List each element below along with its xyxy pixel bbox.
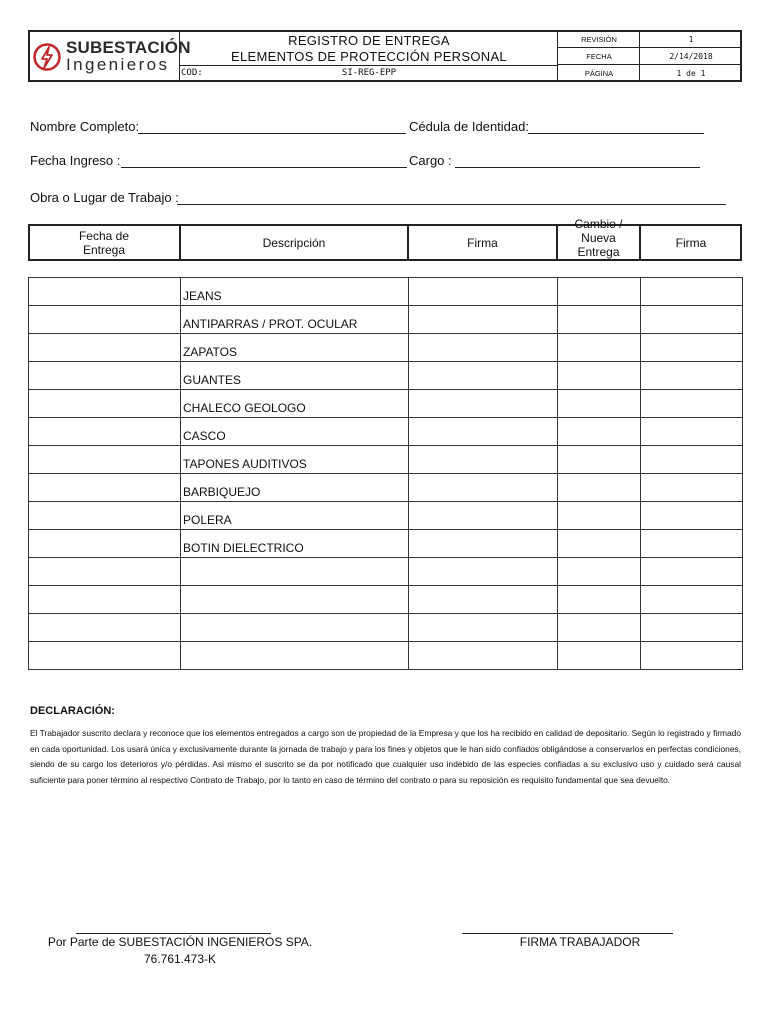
worker-signature-label: FIRMA TRABAJADOR (519, 935, 641, 949)
table-row (29, 390, 743, 418)
fecha-entrega-cell[interactable] (29, 278, 181, 306)
fecha-ingreso-field[interactable] (121, 167, 407, 168)
firma-2-cell[interactable] (641, 558, 743, 586)
descripcion-cell (181, 278, 409, 306)
firma-2-cell[interactable] (641, 306, 743, 334)
descripcion-cell (181, 390, 409, 418)
descripcion-cell (181, 586, 409, 614)
table-row (29, 474, 743, 502)
descripcion-cell (181, 530, 409, 558)
firma-2-cell[interactable] (641, 446, 743, 474)
fecha-entrega-cell[interactable] (29, 558, 181, 586)
firma-2-cell[interactable] (641, 586, 743, 614)
item-description: ANTIPARRAS / PROT. OCULAR (183, 317, 358, 331)
nombre-completo-label: Nombre Completo: (30, 119, 140, 134)
cargo-field[interactable] (455, 167, 700, 168)
descripcion-cell (181, 642, 409, 670)
firma-cell[interactable] (409, 278, 558, 306)
cambio-cell[interactable] (558, 586, 641, 614)
cargo-label: Cargo : (409, 153, 452, 168)
descripcion-cell (181, 474, 409, 502)
lightning-logo-icon (32, 38, 62, 76)
cambio-cell[interactable] (558, 306, 641, 334)
logo-name: SUBESTACIÓN (66, 38, 191, 57)
fecha-entrega-cell[interactable] (29, 306, 181, 334)
firma-cell[interactable] (409, 642, 558, 670)
table-row (29, 362, 743, 390)
document-subtitle: ELEMENTOS DE PROTECCIÓN PERSONAL (231, 49, 507, 64)
revision-value: 1 (688, 35, 694, 44)
header-cambio-l3: Entrega (577, 245, 620, 259)
cambio-cell[interactable] (558, 334, 641, 362)
header-cambio-nueva-entrega (557, 214, 640, 262)
pagina-label: PÁGINA (584, 69, 614, 78)
obra-field[interactable] (177, 204, 726, 205)
worker-signature-line[interactable] (462, 933, 673, 934)
fecha-entrega-cell[interactable] (29, 418, 181, 446)
header-divider (558, 47, 742, 48)
nombre-completo-field[interactable] (138, 133, 406, 134)
table-row (29, 446, 743, 474)
fecha-entrega-cell[interactable] (29, 586, 181, 614)
item-description: BARBIQUEJO (183, 485, 261, 499)
item-description: JEANS (183, 289, 222, 303)
firma-2-cell[interactable] (641, 474, 743, 502)
cambio-cell[interactable] (558, 446, 641, 474)
company-rut: 76.761.473-K (143, 952, 217, 966)
fecha-entrega-cell[interactable] (29, 334, 181, 362)
firma-cell[interactable] (409, 558, 558, 586)
descripcion-cell (181, 334, 409, 362)
descripcion-cell (181, 306, 409, 334)
company-signature-label: Por Parte de SUBESTACIÓN INGENIEROS SPA. (47, 935, 313, 949)
cambio-cell[interactable] (558, 418, 641, 446)
firma-2-cell[interactable] (641, 278, 743, 306)
header-fecha-entrega (28, 224, 180, 261)
fecha-label: FECHA (586, 52, 612, 61)
company-signature-line[interactable] (76, 933, 271, 934)
header-descripcion: Descripción (262, 235, 326, 250)
header-fecha-entrega-l1: Fecha de (78, 228, 130, 243)
table-row (29, 334, 743, 362)
descripcion-cell (181, 418, 409, 446)
table-row (29, 530, 743, 558)
cambio-cell[interactable] (558, 558, 641, 586)
cambio-cell[interactable] (558, 502, 641, 530)
cambio-cell[interactable] (558, 614, 641, 642)
firma-cell[interactable] (409, 530, 558, 558)
descripcion-cell (181, 446, 409, 474)
cedula-field[interactable] (528, 133, 704, 134)
item-description: BOTIN DIELECTRICO (183, 541, 304, 555)
cambio-cell[interactable] (558, 278, 641, 306)
revision-label: REVISIÓN (581, 35, 617, 44)
item-description: CASCO (183, 429, 226, 443)
header-firma-2: Firma (675, 235, 707, 250)
firma-2-cell[interactable] (641, 502, 743, 530)
firma-cell[interactable] (409, 390, 558, 418)
cod-value: SI-REG-EPP (341, 68, 397, 78)
pagina-value: 1 de 1 (676, 69, 706, 78)
cambio-cell[interactable] (558, 474, 641, 502)
items-table (28, 277, 743, 670)
fecha-value: 2/14/2018 (669, 52, 713, 61)
item-description (183, 667, 408, 669)
table-row (29, 586, 743, 614)
firma-2-cell[interactable] (641, 614, 743, 642)
firma-2-cell[interactable] (641, 334, 743, 362)
item-description: GUANTES (183, 373, 242, 387)
firma-cell[interactable] (409, 334, 558, 362)
fecha-entrega-cell[interactable] (29, 614, 181, 642)
obra-label: Obra o Lugar de Trabajo : (30, 190, 179, 205)
document-title: REGISTRO DE ENTREGA (288, 33, 450, 48)
table-row (29, 278, 743, 306)
cambio-cell[interactable] (558, 642, 641, 670)
firma-2-cell[interactable] (641, 530, 743, 558)
firma-2-cell[interactable] (641, 418, 743, 446)
firma-cell[interactable] (409, 502, 558, 530)
table-row (29, 558, 743, 586)
header-cambio-l1: Cambio / (574, 217, 623, 231)
table-row (29, 614, 743, 642)
descripcion-cell (181, 614, 409, 642)
item-description: TAPONES AUDITIVOS (183, 457, 307, 471)
firma-cell[interactable] (409, 418, 558, 446)
descripcion-cell (181, 362, 409, 390)
cambio-cell[interactable] (558, 362, 641, 390)
item-description: ZAPATOS (183, 345, 238, 359)
logo-subname: Ingenieros (66, 55, 170, 74)
item-description: CHALECO GEOLOGO (183, 401, 306, 415)
cambio-cell[interactable] (558, 390, 641, 418)
fecha-ingreso-label: Fecha Ingreso : (30, 153, 121, 168)
table-row (29, 642, 743, 670)
descripcion-cell (181, 502, 409, 530)
fecha-entrega-cell[interactable] (29, 502, 181, 530)
firma-2-cell[interactable] (641, 390, 743, 418)
firma-2-cell[interactable] (641, 642, 743, 670)
declaration-title: DECLARACIÓN: (30, 705, 115, 717)
firma-cell[interactable] (409, 614, 558, 642)
header-divider (180, 65, 558, 66)
cedula-label: Cédula de Identidad: (409, 119, 529, 134)
declaration-body: El Trabajador suscrito declara y reconoce que los elementos entregados a cargo son de propiedad de la Empresa y que los ha recibido en calidad de depositario. Según lo registrado y firmado en cada oportunidad. Los usará única y exclusivamente durante la jornada de trabajo y para los fines y objetos que le han sido confiados obligándose a conservarlos en perfectas condiciones, siendo de su cargo los deterioros y/o pérdidas. Asi mismo el suscrito se da por notificado que cualquier uso indebido de las especies confiadas a su exclusivo uso y cuidado será causal suficiente para poner término al respectivo Contrato de Trabajo, por lo tanto en caso de término del contrato o para su reposición es requisito fundamental que sea devuelto. (30, 728, 741, 785)
firma-2-cell[interactable] (641, 362, 743, 390)
table-row (29, 306, 743, 334)
firma-cell[interactable] (409, 362, 558, 390)
header-fecha-entrega-l2: Entrega (82, 242, 125, 257)
firma-cell[interactable] (409, 446, 558, 474)
fecha-entrega-cell[interactable] (29, 530, 181, 558)
firma-cell[interactable] (409, 306, 558, 334)
firma-cell[interactable] (409, 474, 558, 502)
header-firma: Firma (467, 235, 498, 250)
fecha-entrega-cell[interactable] (29, 642, 181, 670)
header-divider (558, 64, 742, 65)
fecha-entrega-cell[interactable] (29, 362, 181, 390)
header-cambio-l2: Nueva (581, 231, 616, 245)
cod-label: COD: (181, 68, 203, 78)
table-row (29, 418, 743, 446)
cambio-cell[interactable] (558, 530, 641, 558)
fecha-entrega-cell[interactable] (29, 390, 181, 418)
table-row (29, 502, 743, 530)
firma-cell[interactable] (409, 586, 558, 614)
fecha-entrega-cell[interactable] (29, 474, 181, 502)
descripcion-cell (181, 558, 409, 586)
fecha-entrega-cell[interactable] (29, 446, 181, 474)
item-description: POLERA (183, 513, 232, 527)
